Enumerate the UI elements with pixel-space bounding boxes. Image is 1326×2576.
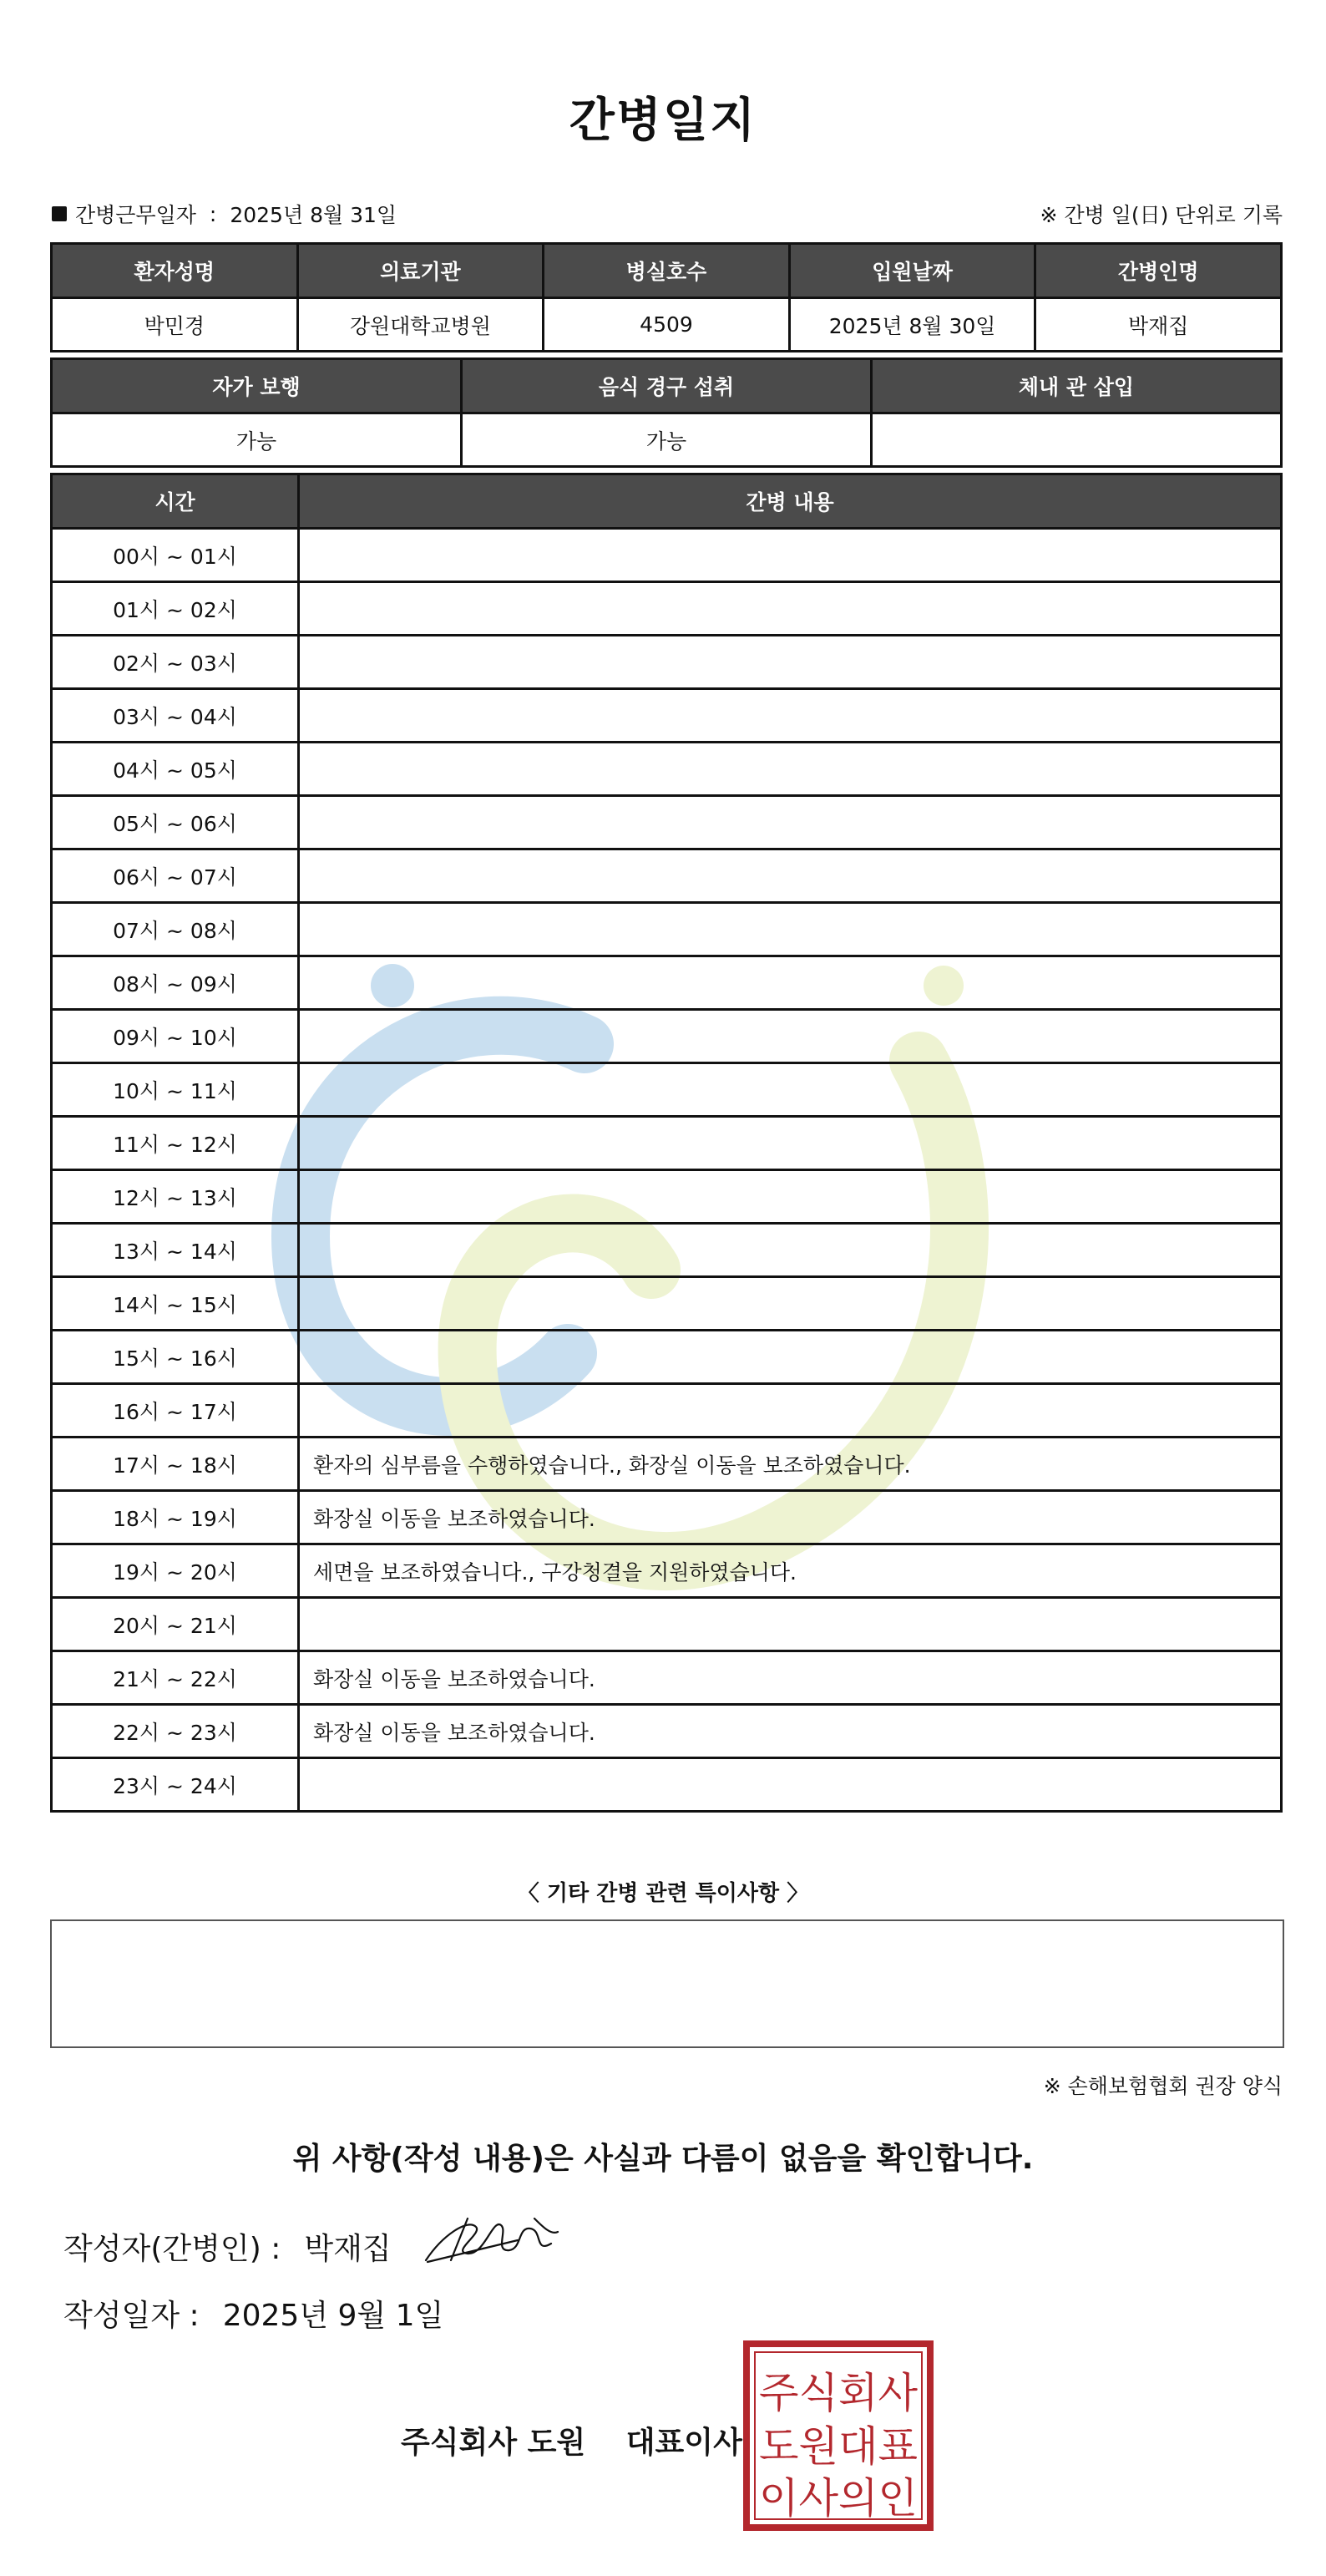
log-content: 환자의 심부름을 수행하였습니다., 화장실 이동을 보조하였습니다. bbox=[299, 1438, 1282, 1491]
log-content bbox=[299, 636, 1282, 689]
unit-note: ※ 간병 일(日) 단위로 기록 bbox=[1040, 203, 1283, 227]
log-time: 15시 ~ 16시 bbox=[52, 1331, 299, 1384]
log-content: 화장실 이동을 보조하였습니다. bbox=[299, 1651, 1282, 1705]
log-row bbox=[52, 1170, 1282, 1224]
log-row bbox=[52, 1758, 1282, 1812]
header-admission-date: 입원날짜 bbox=[789, 244, 1035, 298]
log-time: 06시 ~ 07시 bbox=[52, 849, 299, 903]
care-log-body bbox=[52, 529, 1282, 1812]
log-content: 화장실 이동을 보조하였습니다. bbox=[299, 1491, 1282, 1544]
caregiver-name: 박재집 bbox=[1035, 298, 1282, 352]
log-time: 14시 ~ 15시 bbox=[52, 1277, 299, 1331]
log-time: 07시 ~ 08시 bbox=[52, 903, 299, 956]
log-time: 08시 ~ 09시 bbox=[52, 956, 299, 1010]
work-date-value: 2025년 8월 31일 bbox=[230, 203, 397, 227]
log-content bbox=[299, 743, 1282, 796]
log-content bbox=[299, 1170, 1282, 1224]
work-date-label: 간병근무일자 bbox=[75, 203, 196, 227]
company-seal-stamp bbox=[741, 2339, 935, 2533]
association-note: ※ 손해보험협회 권장 양식 bbox=[1043, 2074, 1283, 2098]
log-time: 09시 ~ 10시 bbox=[52, 1010, 299, 1063]
remarks-title: 〈 기타 간병 관련 특이사항 〉 bbox=[517, 1881, 809, 1906]
log-time: 13시 ~ 14시 bbox=[52, 1224, 299, 1277]
patient-name: 박민경 bbox=[52, 298, 298, 352]
header-caregiver-name: 간병인명 bbox=[1035, 244, 1282, 298]
log-row bbox=[52, 582, 1282, 636]
log-content bbox=[299, 1224, 1282, 1277]
header-care-content: 간병 내용 bbox=[299, 474, 1282, 529]
log-row bbox=[52, 1651, 1282, 1705]
log-content bbox=[299, 849, 1282, 903]
hospital-name: 강원대학교병원 bbox=[297, 298, 544, 352]
log-row bbox=[52, 1491, 1282, 1544]
log-row bbox=[52, 743, 1282, 796]
work-date-row bbox=[52, 199, 397, 229]
log-row bbox=[52, 1544, 1282, 1598]
log-content bbox=[299, 1063, 1282, 1117]
header-oral-intake: 음식 경구 섭취 bbox=[462, 359, 872, 413]
log-content bbox=[299, 1117, 1282, 1170]
log-content bbox=[299, 1010, 1282, 1063]
writer-name: 박재집 bbox=[304, 2232, 392, 2266]
company-representative-title: 대표이사 bbox=[625, 2426, 742, 2460]
log-row bbox=[52, 636, 1282, 689]
log-row bbox=[52, 849, 1282, 903]
log-row bbox=[52, 796, 1282, 849]
log-content bbox=[299, 529, 1282, 582]
log-time: 03시 ~ 04시 bbox=[52, 689, 299, 743]
admission-date: 2025년 8월 30일 bbox=[789, 298, 1035, 352]
log-content: 세면을 보조하였습니다., 구강청결을 지원하였습니다. bbox=[299, 1544, 1282, 1598]
log-time: 23시 ~ 24시 bbox=[52, 1758, 299, 1812]
header-tube-insertion: 체내 관 삽입 bbox=[872, 359, 1282, 413]
log-content bbox=[299, 796, 1282, 849]
log-time: 01시 ~ 02시 bbox=[52, 582, 299, 636]
log-content bbox=[299, 1277, 1282, 1331]
log-time: 19시 ~ 20시 bbox=[52, 1544, 299, 1598]
log-row bbox=[52, 1063, 1282, 1117]
log-time: 05시 ~ 06시 bbox=[52, 796, 299, 849]
self-walking-value: 가능 bbox=[52, 413, 462, 467]
company-signature-line bbox=[401, 2419, 742, 2462]
log-time: 02시 ~ 03시 bbox=[52, 636, 299, 689]
log-row bbox=[52, 1598, 1282, 1651]
log-row bbox=[52, 1705, 1282, 1758]
header-room: 병실호수 bbox=[544, 244, 790, 298]
company-name: 주식회사 도원 bbox=[401, 2426, 586, 2460]
log-time: 04시 ~ 05시 bbox=[52, 743, 299, 796]
header-self-walking: 자가 보행 bbox=[52, 359, 462, 413]
log-content bbox=[299, 1331, 1282, 1384]
patient-info-table bbox=[50, 242, 1283, 352]
header-patient-name: 환자성명 bbox=[52, 244, 298, 298]
log-row bbox=[52, 1384, 1282, 1438]
log-time: 10시 ~ 11시 bbox=[52, 1063, 299, 1117]
log-row bbox=[52, 1438, 1282, 1491]
writer-label: 작성자(간병인) : bbox=[63, 2232, 281, 2266]
room-number: 4509 bbox=[544, 298, 790, 352]
work-date-separator: : bbox=[209, 201, 217, 226]
care-log-table bbox=[50, 473, 1283, 1813]
log-time: 17시 ~ 18시 bbox=[52, 1438, 299, 1491]
header-time: 시간 bbox=[52, 474, 299, 529]
confirmation-statement: 위 사항(작성 내용)은 사실과 다름이 없음을 확인합니다. bbox=[292, 2142, 1034, 2176]
seal-line-2: 도원대표 bbox=[759, 2422, 918, 2471]
log-row bbox=[52, 1117, 1282, 1170]
log-time: 00시 ~ 01시 bbox=[52, 529, 299, 582]
log-row bbox=[52, 956, 1282, 1010]
log-content bbox=[299, 1598, 1282, 1651]
page-title: 간병일지 bbox=[569, 94, 757, 148]
remarks-box bbox=[50, 1919, 1284, 2048]
log-time: 21시 ~ 22시 bbox=[52, 1651, 299, 1705]
log-content bbox=[299, 903, 1282, 956]
log-time: 12시 ~ 13시 bbox=[52, 1170, 299, 1224]
log-time: 20시 ~ 21시 bbox=[52, 1598, 299, 1651]
log-row bbox=[52, 1331, 1282, 1384]
log-row bbox=[52, 529, 1282, 582]
log-content bbox=[299, 689, 1282, 743]
log-content bbox=[299, 1384, 1282, 1438]
tube-insertion-value bbox=[872, 413, 1282, 467]
log-row bbox=[52, 689, 1282, 743]
header-hospital: 의료기관 bbox=[297, 244, 544, 298]
log-row bbox=[52, 1224, 1282, 1277]
patient-status-table bbox=[50, 357, 1283, 468]
log-time: 18시 ~ 19시 bbox=[52, 1491, 299, 1544]
log-row bbox=[52, 903, 1282, 956]
log-content bbox=[299, 956, 1282, 1010]
written-date-row bbox=[63, 2292, 443, 2335]
signature bbox=[418, 2202, 568, 2272]
log-time: 22시 ~ 23시 bbox=[52, 1705, 299, 1758]
written-date-value: 2025년 9월 1일 bbox=[222, 2299, 444, 2333]
written-date-label: 작성일자 : bbox=[63, 2299, 200, 2333]
seal-line-1: 주식회사 bbox=[759, 2369, 919, 2417]
log-time: 16시 ~ 17시 bbox=[52, 1384, 299, 1438]
log-content: 화장실 이동을 보조하였습니다. bbox=[299, 1705, 1282, 1758]
seal-line-3: 이사의인 bbox=[759, 2474, 918, 2523]
oral-intake-value: 가능 bbox=[462, 413, 872, 467]
log-content bbox=[299, 1758, 1282, 1812]
log-content bbox=[299, 582, 1282, 636]
log-row bbox=[52, 1277, 1282, 1331]
square-bullet-icon bbox=[52, 206, 67, 221]
writer-row bbox=[63, 2225, 392, 2268]
log-row bbox=[52, 1010, 1282, 1063]
log-time: 11시 ~ 12시 bbox=[52, 1117, 299, 1170]
